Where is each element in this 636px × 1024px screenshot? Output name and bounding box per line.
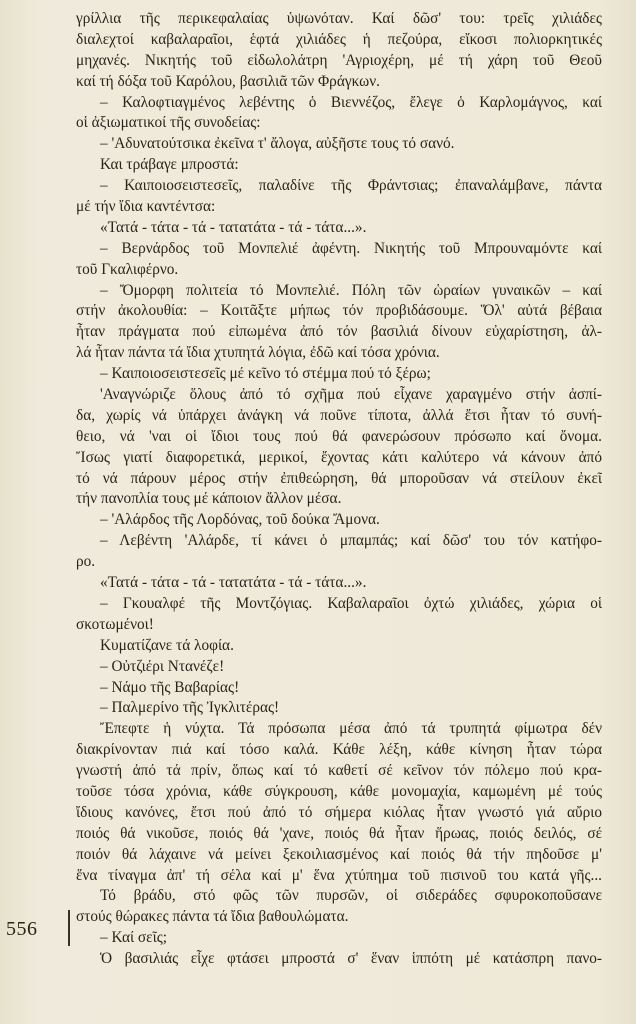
text-line: ποιόν θά λάχαινε νά μείνει ξεκοιλιασμένος καί ποιός θά τήν πηδοῦσε μ' [76,845,602,863]
text-line: διακρίνονταν πιά καί τόσο καλά. Κάθε λέξη, κάθε κίνηση ἦταν τώρα [76,741,602,759]
text-line: – Λεβέντη 'Αλάρδε, τί κάνει ὁ μπαμπάς; καί δῶσ' του τόν κατήφο- [100,532,602,550]
text-line: – Βερνάρδος τοῦ Μονπελιέ ἀφέντη. Νικητής τοῦ Μπρουναμόντε καί [100,239,602,257]
text-line: τήν πανοπλία τους μέ κάποιον ἄλλον μέσα. [76,490,342,508]
text-line: γνωστή ἀπό τά πρίν, ὅπως καί τό καθετί σέ κεῖνον τόν πόλεμο πού κρα- [76,762,602,780]
text-line: «Τατά - τάτα - τά - τατατάτα - τά - τάτα...». [100,218,367,236]
text-line: τό νά πάρουν μέρος στήν ἐπιθεώρηση, θά μποροῦσαν νά στείλουν ἐκεῖ [76,469,602,487]
text-line: Τό βράδυ, στό φῶς τῶν πυρσῶν, οἱ σιδεράδες σφυροκοποῦσανε [100,887,602,905]
text-line: οἱ ἀξιωματικοί τῆς συνοδείας: [76,114,261,132]
text-line: μηχανές. Νικητής τοῦ εἰδωλολάτρη 'Αγριοχέρη, μέ τή χάρη τοῦ Θεοῦ [76,51,602,69]
page-number: 556 [6,918,38,940]
text-line: Ἔπεφτε ἡ νύχτα. Τά πρόσωπα μέσα ἀπό τά τρυπητά φίμωτρα δέν [100,720,602,738]
text-line: γρίλλια τῆς περικεφαλαίας ὑψωνόταν. Καί δῶσ' του: τρεῖς χιλιάδες [76,10,602,27]
text-line: – Οὐτζιέρι Ντανέζε! [100,657,225,675]
text-line: σκοτωμένοι! [76,615,154,633]
text-line: ποιός θά νικοῦσε, ποιός θά 'χανε, ποιός θά ἦταν ἥρωας, ποιός δειλός, σέ [76,824,602,842]
text-line: – Ὄμορφη πολιτεία τό Μονπελιέ. Πόλη τῶν ὡραίων γυναικῶν – καί [100,281,602,299]
text-line: – Γκουαλφέ τῆς Μοντζόγιας. Καβαλαραῖοι ὀχτώ χιλιάδες, χώρια οἱ [100,594,602,612]
text-line: «Τατά - τάτα - τά - τατατάτα - τά - τάτα...». [100,574,367,592]
text-line: – Καιποιοσειστεσεῖς μέ κεῖνο τό στέμμα πού τό ξέρω; [100,365,431,383]
text-line: καί τή δόξα τοῦ Καρόλου, βασιλιᾶ τῶν Φράγκων. [76,72,380,90]
text-line: ἴδιους κανόνες, ἔτσι πού ἀπό τό σήμερα κιόλας ἦταν γνωστό γιά αὔριο [76,803,602,821]
text-line: – 'Αλάρδος τῆς Λορδόνας, τοῦ δούκα Ἄμονα. [100,511,380,529]
text-line: μέ τήν ἴδια καντέντσα: [76,198,216,216]
text-line: στούς θώρακες πάντα τά ἴδια βαθουλώματα. [76,908,349,926]
text-line: Ὁ βασιλιάς εἶχε φτάσει μπροστά σ' ἕναν ἱππότη μέ κατάσπρη πανο- [100,950,602,968]
body-text [76,9,602,970]
text-line: – Καλοφτιαγμένος λεβέντης ὁ Βιεννέζος, ἔλεγε ὁ Καρλομάγνος, καί [100,93,602,111]
text-line: – Παλμερίνο τῆς Ἰγκλιτέρας! [100,699,280,717]
text-line: – Καιποιοσειστεσεῖς, παλαδίνε τῆς Φράντσιας; ἐπαναλάμβανε, πάντα [100,177,602,195]
text-line: τοῦσε τόσα χρόνια, κάθε σύγκρουση, κάθε μονομαχία, καμωμένη μέ τούς [76,782,602,800]
text-line: θειο, νά 'ναι οἱ ἴδιοι τους πού θά φανερώσουν πρόσωπο καί ὄνομα. [76,427,602,445]
text-line: ἦταν πράγματα πού εἰπωμένα ἀπό τόν βασιλιά δίνουν εὐχαρίστηση, ἀλ- [76,323,602,341]
text-line: 'Αναγνώριζε ὅλους ἀπό τό σχῆμα πού εἶχανε χαραγμένο στήν ἀσπί- [100,386,602,404]
text-line: – Νάμο τῆς Βαβαρίας! [100,678,240,696]
text-line: – 'Αδυνατούτσικα ἐκεῖνα τ' ἄλογα, αὐξῆστε τους τό σανό. [100,135,455,153]
text-line: ρο. [76,553,96,571]
text-line: δα, χωρίς νά ὑπάρχει ἀνάγκη νά ποῦνε τίποτα, ἀλλά ἔτσι ἦταν τό συνή- [76,406,602,424]
text-line: Και τράβαγε μπροστά: [100,156,239,174]
text-line: στήν ἀκολουθία: – Κοιτᾶξτε μήπως τόν προβιδάσουμε. Ὅλ' αὐτά βέβαια [76,302,602,320]
text-line: τοῦ Γκαλιφέρνο. [76,260,179,278]
text-line: ἕνα τίναγμα ἀπ' τή σέλα καί μ' ἕνα χτύπημα τοῦ πισινοῦ του κατά γῆς... [76,866,602,884]
margin-rule [68,910,70,946]
text-line: Κυματίζανε τά λοφία. [100,636,234,654]
text-line: Ἴσως γιατί διαφορετικά, μερικοί, ἔχοντας κάτι καλύτερο νά κάνουν ἀπό [76,448,602,466]
text-line: λά ἦταν πάντα τά ἴδια χτυπητά λόγια, ἐδῶ καί τόσα χρόνια. [76,344,440,362]
text-line: – Καί σεῖς; [100,929,167,947]
text-line: διαλεχτοί καβαλαραῖοι, ἑφτά χιλιάδες ἡ πεζούρα, εἴκοσι πολιορκητικές [76,30,602,48]
